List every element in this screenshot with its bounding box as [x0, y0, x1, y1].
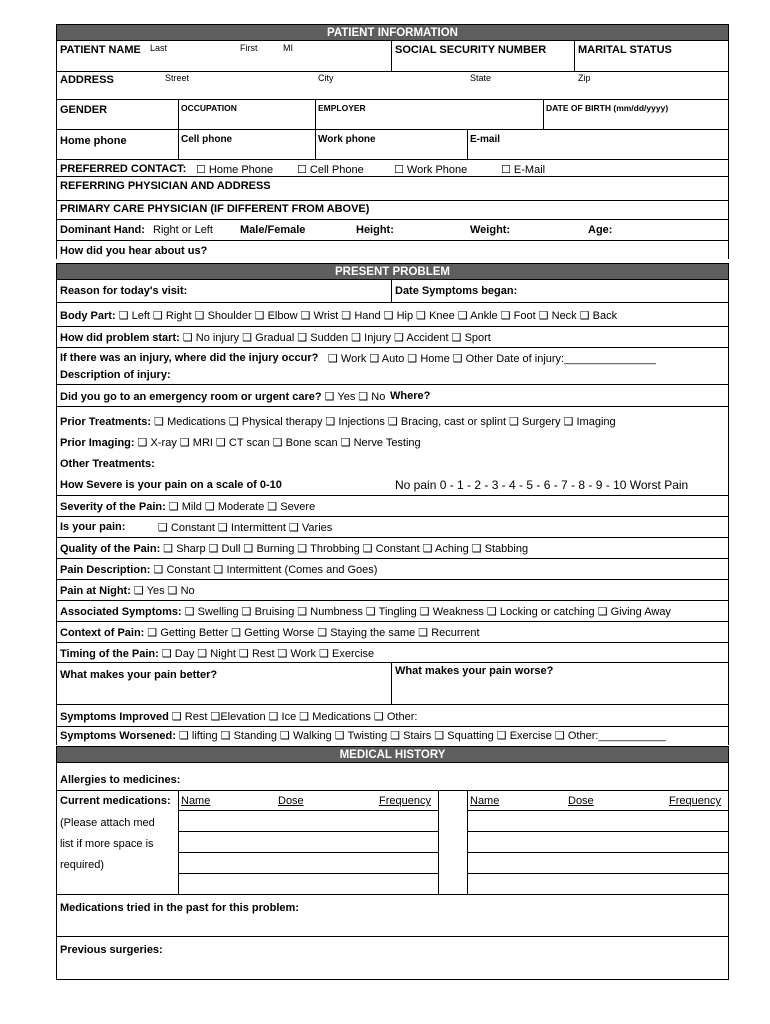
height-label: Height:	[356, 224, 394, 236]
pain-description-row	[60, 563, 377, 576]
row-line	[467, 873, 729, 874]
divider	[178, 790, 179, 894]
row-line	[56, 558, 729, 559]
frame-right	[728, 763, 729, 979]
current-medications-label: Current medications:	[60, 795, 171, 807]
meds-tried-label: Medications tried in the past for this problem:	[60, 902, 299, 914]
row-line	[178, 873, 439, 874]
mi-label: MI	[283, 43, 293, 53]
attach-note-3: required)	[60, 859, 105, 871]
pain-description-options[interactable]: ❑ Constant ❑ Intermittent (Comes and Goes)	[153, 564, 378, 576]
pain-night-label: Pain at Night:	[60, 585, 131, 597]
home-phone-label: Home phone	[60, 135, 127, 147]
is-pain-options[interactable]: ❑ Constant ❑ Intermittent ❑ Varies	[158, 522, 333, 534]
row-line	[178, 831, 439, 832]
primary-care-label: PRIMARY CARE PHYSICIAN (IF DIFFERENT FROM ABOVE)	[60, 203, 370, 215]
context-label: Context of Pain:	[60, 627, 145, 639]
pain-description-label: Pain Description:	[60, 564, 151, 576]
timing-options[interactable]: ❑ Day ❑ Night ❑ Rest ❑ Work ❑ Exercise	[161, 648, 375, 660]
row-line	[56, 176, 729, 177]
divider	[574, 41, 575, 71]
prior-imaging-options[interactable]: ❑ X-ray ❑ MRI ❑ CT scan ❑ Bone scan ❑ Nerve Testing	[137, 437, 421, 449]
er-row	[60, 390, 385, 403]
patient-information-header: PATIENT INFORMATION	[56, 24, 729, 41]
employer-label: EMPLOYER	[318, 103, 366, 113]
prior-treatments-options[interactable]: ❑ Medications ❑ Physical therapy ❑ Injections ❑ Bracing, cast or splint ❑ Surgery ❑ Imaging	[154, 416, 616, 428]
age-label: Age:	[588, 224, 613, 236]
date-symptoms-label: Date Symptoms began:	[395, 285, 518, 297]
problem-start-options[interactable]: ❑ No injury ❑ Gradual ❑ Sudden ❑ Injury ❑ Accident ❑ Sport	[182, 332, 491, 344]
med-col-name-2: Name	[470, 795, 500, 807]
row-line	[56, 704, 729, 705]
prior-treatments-label: Prior Treatments:	[60, 416, 152, 428]
context-options[interactable]: ❑ Getting Better ❑ Getting Worse ❑ Staying the same ❑ Recurrent	[147, 627, 480, 639]
row-line	[56, 219, 729, 220]
frame-left	[56, 763, 57, 979]
row-line	[178, 810, 439, 811]
row-line	[56, 406, 729, 407]
occupation-label: OCCUPATION	[181, 103, 237, 113]
row-line	[56, 936, 729, 937]
severity-row	[60, 500, 315, 513]
severity-scale-label: How Severe is your pain on a scale of 0-10	[60, 479, 282, 491]
med-col-dose-2: Dose	[568, 795, 594, 807]
attach-note-1: (Please attach med	[60, 817, 155, 829]
dob-label: DATE OF BIRTH (mm/dd/yyyy)	[546, 103, 669, 113]
row-line	[56, 302, 729, 303]
row-line	[56, 129, 729, 130]
divider	[467, 129, 468, 159]
address-label: ADDRESS	[60, 74, 114, 86]
prior-imaging-row	[60, 436, 421, 449]
row-line	[467, 810, 729, 811]
med-col-frequency-1: Frequency	[379, 795, 431, 807]
severity-options[interactable]: ❑ Mild ❑ Moderate ❑ Severe	[168, 501, 316, 513]
timing-label: Timing of the Pain:	[60, 648, 159, 660]
dominant-hand-options: Right or Left	[153, 224, 213, 236]
divider	[391, 41, 392, 71]
pain-worse-label: What makes your pain worse?	[395, 665, 554, 677]
row-line	[56, 790, 729, 791]
injury-where-options[interactable]: ❑ Work ❑ Auto ❑ Home ❑ Other Date of injury:_______________	[328, 353, 656, 365]
male-female-label: Male/Female	[240, 224, 306, 236]
frame-right	[728, 41, 729, 259]
present-problem-header: PRESENT PROBLEM	[56, 263, 729, 280]
associated-symptoms-row	[60, 605, 671, 618]
pc-work-checkbox[interactable]: ☐ Work Phone	[394, 164, 468, 176]
city-label: City	[318, 73, 334, 83]
prior-imaging-label: Prior Imaging:	[60, 437, 135, 449]
symptoms-improved-options[interactable]: ❑ Rest ❑Elevation ❑ Ice ❑ Medications ❑ Other:	[171, 711, 418, 723]
gender-label: GENDER	[60, 104, 108, 116]
timing-row	[60, 647, 374, 660]
is-pain-label: Is your pain:	[60, 521, 126, 533]
divider	[543, 99, 544, 129]
row-line	[56, 71, 729, 72]
row-line	[56, 726, 729, 727]
row-line	[56, 894, 729, 895]
associated-symptoms-label: Associated Symptoms:	[60, 606, 182, 618]
row-line	[56, 642, 729, 643]
patient-name-label: PATIENT NAME	[60, 44, 141, 56]
row-line	[56, 384, 729, 385]
row-line	[467, 831, 729, 832]
quality-row	[60, 542, 528, 555]
divider	[438, 790, 439, 894]
ssn-label: SOCIAL SECURITY NUMBER	[395, 44, 547, 56]
body-part-row	[60, 309, 617, 322]
injury-where-label: If there was an injury, where did the injury occur?	[60, 352, 319, 364]
row-line	[56, 200, 729, 201]
severity-label: Severity of the Pain:	[60, 501, 166, 513]
divider	[391, 280, 392, 302]
prior-treatments-row	[60, 415, 616, 428]
email-label: E-mail	[470, 134, 501, 145]
row-line	[56, 516, 729, 517]
referring-physician-label: REFERRING PHYSICIAN AND ADDRESS	[60, 180, 271, 192]
divider	[467, 790, 468, 894]
er-label: Did you go to an emergency room or urgent care?	[60, 391, 322, 403]
pain-night-row	[60, 584, 195, 597]
body-part-options[interactable]: ❑ Left ❑ Right ❑ Shoulder ❑ Elbow ❑ Wrist ❑ Hand ❑ Hip ❑ Knee ❑ Ankle ❑ Foot ❑ Neck ❑ Back	[118, 310, 618, 322]
cell-phone-label: Cell phone	[181, 134, 233, 145]
row-line	[56, 326, 729, 327]
er-where-label: Where?	[390, 390, 431, 402]
row-line	[56, 159, 729, 160]
reason-visit-label: Reason for today's visit:	[60, 285, 188, 297]
frame-right	[728, 280, 729, 745]
frame-left	[56, 280, 57, 745]
pain-better-label: What makes your pain better?	[60, 669, 218, 681]
symptoms-worsened-row	[60, 729, 666, 742]
injury-description-label: Description of injury:	[60, 369, 171, 381]
pc-email-checkbox[interactable]: ☐ E-Mail	[501, 164, 546, 176]
zip-label: Zip	[578, 73, 591, 83]
frame-bottom	[56, 979, 729, 980]
hear-about-label: How did you hear about us?	[60, 245, 208, 257]
symptoms-improved-row	[60, 710, 417, 723]
weight-label: Weight:	[470, 224, 511, 236]
problem-start-label: How did problem start:	[60, 332, 180, 344]
state-label: State	[470, 73, 492, 83]
pain-scale[interactable]: No pain 0 - 1 - 2 - 3 - 4 - 5 - 6 - 7 - 8 - 9 - 10 Worst Pain	[395, 478, 689, 492]
row-line	[56, 495, 729, 496]
last-label: Last	[150, 43, 168, 53]
problem-start-row	[60, 331, 491, 344]
pc-home-checkbox[interactable]: ☐ Home Phone	[196, 164, 274, 176]
pc-cell-checkbox[interactable]: ☐ Cell Phone	[297, 164, 364, 176]
row-line	[56, 240, 729, 241]
row-line	[56, 579, 729, 580]
er-options[interactable]: ❑ Yes ❑ No	[324, 391, 386, 403]
other-treatments-label: Other Treatments:	[60, 458, 155, 470]
row-line	[467, 852, 729, 853]
quality-options[interactable]: ❑ Sharp ❑ Dull ❑ Burning ❑ Throbbing ❑ Constant ❑ Aching ❑ Stabbing	[163, 543, 529, 555]
pain-night-options[interactable]: ❑ Yes ❑ No	[133, 585, 195, 597]
med-col-dose-1: Dose	[278, 795, 304, 807]
preferred-contact-label: PREFERRED CONTACT:	[60, 163, 187, 175]
row-line	[56, 621, 729, 622]
symptoms-worsened-options[interactable]: ❑ lifting ❑ Standing ❑ Walking ❑ Twisting ❑ Stairs ❑ Squatting ❑ Exercise ❑ Other:___________	[179, 730, 666, 742]
attach-note-2: list if more space is	[60, 838, 154, 850]
medical-history-header: MEDICAL HISTORY	[56, 746, 729, 763]
symptoms-improved-label: Symptoms Improved	[60, 711, 169, 723]
context-row	[60, 626, 480, 639]
row-line	[56, 99, 729, 100]
row-line	[56, 537, 729, 538]
work-phone-label: Work phone	[318, 134, 376, 145]
symptoms-worsened-label: Symptoms Worsened:	[60, 730, 176, 742]
divider	[391, 662, 392, 704]
med-col-name-1: Name	[181, 795, 211, 807]
dominant-hand-label: Dominant Hand:	[60, 224, 145, 236]
quality-label: Quality of the Pain:	[60, 543, 161, 555]
row-line	[56, 662, 729, 663]
street-label: Street	[165, 73, 190, 83]
marital-status-label: MARITAL STATUS	[578, 44, 672, 56]
associated-symptoms-options[interactable]: ❑ Swelling ❑ Bruising ❑ Numbness ❑ Tingling ❑ Weakness ❑ Locking or catching ❑ Giving Away	[184, 606, 671, 618]
body-part-label: Body Part:	[60, 310, 116, 322]
med-col-frequency-2: Frequency	[669, 795, 721, 807]
frame-left	[56, 41, 57, 259]
row-line	[56, 347, 729, 348]
row-line	[178, 852, 439, 853]
allergies-label: Allergies to medicines:	[60, 774, 181, 786]
row-line	[56, 600, 729, 601]
previous-surgeries-label: Previous surgeries:	[60, 944, 163, 956]
first-label: First	[240, 43, 258, 53]
